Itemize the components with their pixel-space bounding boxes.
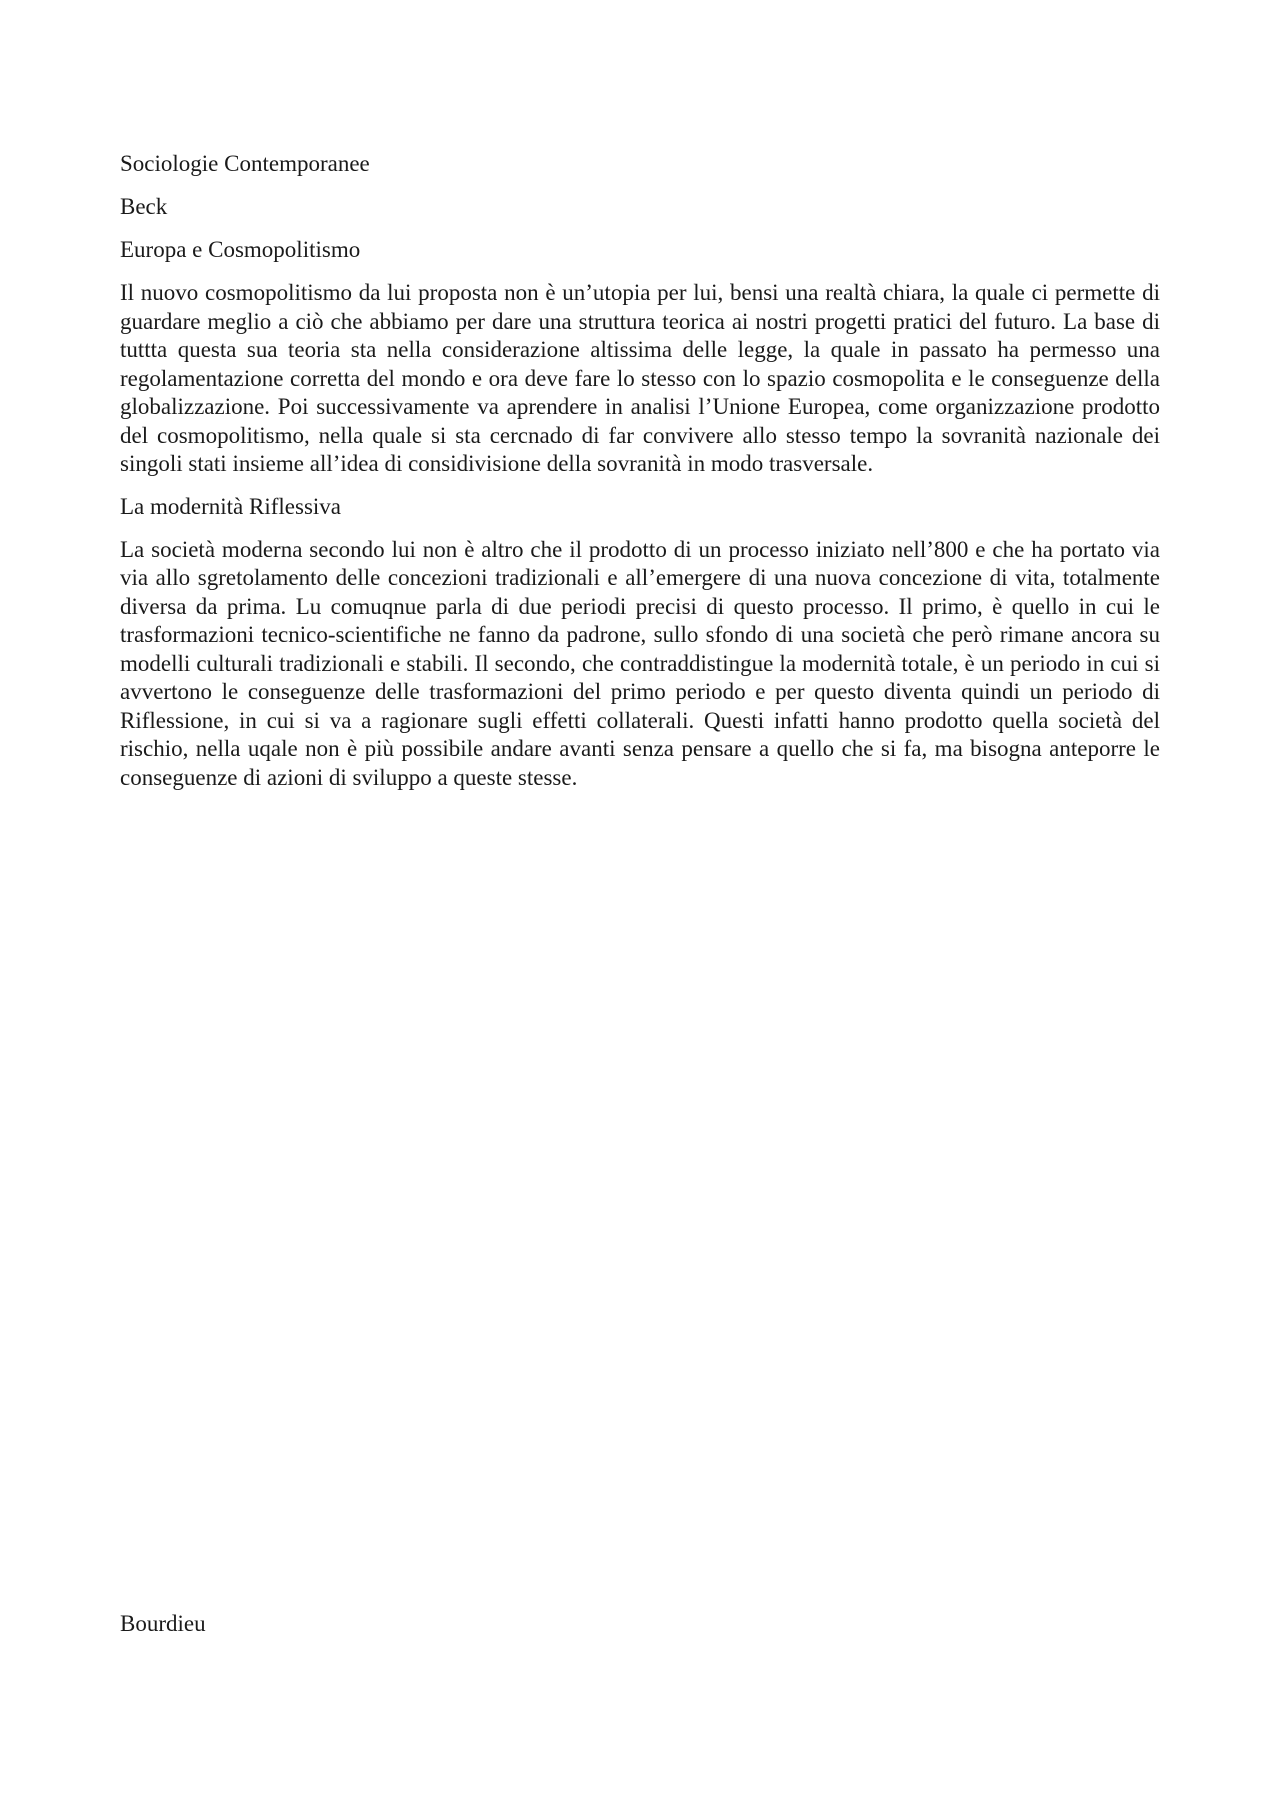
section-body-modernita: La società moderna secondo lui non è altro che il prodotto di un processo iniziato nell’800 e che ha portato via via allo sgretolamento delle concezioni tradizionali e all’emergere di una nuova concezione di vita, totalmente diversa da prima. Lu comuqnue parla di due periodi precisi di questo processo. Il primo, è quello in cui le trasformazioni tecnico-scientifiche ne fanno da padrone, sullo sfondo di una società che però rimane ancora su modelli culturali tradizionali e stabili. Il secondo, che contraddistingue la modernità totale, è un periodo in cui si avvertono le conseguenze delle trasformazioni del primo periodo e per questo diventa quindi un periodo di Riflessione, in cui si va a ragionare sugli effetti collaterali. Questi infatti hanno prodotto quella società del rischio, nella uqale non è più possibile andare avanti senza pensare a quello che si fa, ma bisogna anteporre le conseguenze di azioni di sviluppo a queste stesse. xyxy=(120,536,1160,790)
section-heading-modernita: La modernità Riflessiva xyxy=(120,493,341,519)
author-heading-bourdieu: Bourdieu xyxy=(120,1611,206,1636)
course-title: Sociologie Contemporanee xyxy=(120,151,370,176)
section-heading-europa: Europa e Cosmopolitismo xyxy=(120,237,361,262)
author-heading-beck: Beck xyxy=(120,194,168,219)
section-body-europa: Il nuovo cosmopolitismo da lui proposta non è un’utopia per lui, bensi una realtà chiara, la quale ci permette di guardare meglio a ciò che abbiamo per dare una struttura teorica ai nostri progetti pratici del futuro. La base di tuttta questa sua teoria sta nella considerazione altissima delle legge, la quale in passato ha permesso una regolamentazione corretta del mondo e ora deve fare lo stesso con lo spazio cosmopolita e le conseguenze della globalizzazione. Poi successivamente va aprendere in analisi l’Unione Europea, come organizzazione prodotto del cosmopolitismo, nella quale si sta cercnado di far convivere allo stesso tempo la sovranità nazionale dei singoli stati insieme all’idea di considivisione della sovranità in modo trasversale. xyxy=(120,280,1160,476)
document-page xyxy=(120,150,1160,806)
